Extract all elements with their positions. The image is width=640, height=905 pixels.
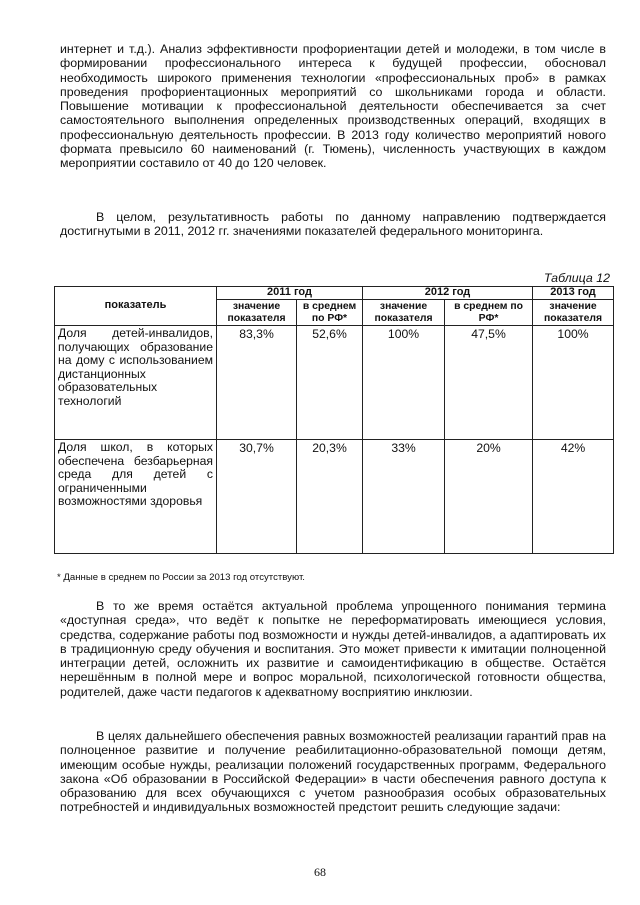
cell-avg-2012: 47,5%: [445, 326, 533, 440]
header-avg-2012: в среднем по РФ*: [445, 300, 533, 326]
header-year-2013: 2013 год: [533, 287, 614, 300]
header-value-2011: значение показателя: [217, 300, 297, 326]
cell-value-2013: 100%: [533, 326, 614, 440]
header-year-2012: 2012 год: [363, 287, 533, 300]
table-row: [55, 326, 614, 440]
table-row: [55, 440, 614, 554]
paragraph-results: В целом, результативность работы по данному направлению подтверждается достигнутыми в 2011, 2012 гг. значениями показателей федерального мониторинга.: [60, 210, 606, 239]
paragraph-accessible-environment: В то же время остаётся актуальной проблема упрощенного понимания термина «доступная среда», что ведёт к попытке не переформатировать имеющиеся условия, средства, содержание работы под возможности и нужды детей-инвалидов, а адаптировать их в традиционную среду обучения и воспитания. Это может привести к имитации полноценной интеграции детей, осложнить их развитие и самоидентификацию в обществе. Остаётся нерешённым в полной мере и вопрос моральной, психологической готовности общества, родителей, даже части педагогов к адекватному восприятию инклюзии.: [60, 599, 606, 699]
header-year-2011: 2011 год: [217, 287, 363, 300]
cell-value-2011: 83,3%: [217, 326, 297, 440]
table-footnote: * Данные в среднем по России за 2013 год отсутствуют.: [57, 572, 305, 583]
cell-value-2011: 30,7%: [217, 440, 297, 554]
cell-avg-2011: 20,3%: [297, 440, 363, 554]
cell-value-2012: 100%: [363, 326, 445, 440]
header-avg-2011: в среднем по РФ*: [297, 300, 363, 326]
indicators-table: [54, 286, 614, 554]
header-value-2012: значение показателя: [363, 300, 445, 326]
paragraph-tasks: В целях дальнейшего обеспечения равных возможностей реализации гарантий прав на полноценное развитие и получение реабилитационно-образовательной помощи детям, имеющим особые нужды, реализации положений государственных программ, Федерального закона «Об образовании в Российской Федерации» в части обеспечения равного доступа к образованию для всех обучающихся с учетом разнообразия особых образовательных потребностей и индивидуальных возможностей предстоит решить следующие задачи:: [60, 729, 606, 815]
row-label: Доля школ, в которых обеспечена безбарьерная среда для детей с ограниченными возможностями здоровья: [55, 440, 217, 554]
page-number: 68: [314, 865, 326, 879]
table-caption: Таблица 12: [543, 271, 610, 285]
paragraph-profession-orientation: интернет и т.д.). Анализ эффективности профориентации детей и молодежи, в том числе в формировании профессионального интереса к будущей профессии, обосновал необходимость широкого применения технологии «профессиональных проб» в рамках проведения профориентационных мероприятий со школьниками города и области. Повышение мотивации к профессиональной деятельности обеспечивается за счет самостоятельного выполнения определенных производственных операций, входящих в профессиональную деятельность профессии. В 2013 году количество мероприятий нового формата превысило 60 наименований (г. Тюмень), численность участвующих в каждом мероприятии составило от 40 до 120 человек.: [60, 42, 606, 171]
row-label: Доля детей-инвалидов, получающих образование на дому с использованием дистанционных образовательных технологий: [55, 326, 217, 440]
cell-value-2012: 33%: [363, 440, 445, 554]
header-value-2013: значение показателя: [533, 300, 614, 326]
cell-value-2013: 42%: [533, 440, 614, 554]
cell-avg-2011: 52,6%: [297, 326, 363, 440]
cell-avg-2012: 20%: [445, 440, 533, 554]
header-indicator: показатель: [55, 287, 217, 326]
